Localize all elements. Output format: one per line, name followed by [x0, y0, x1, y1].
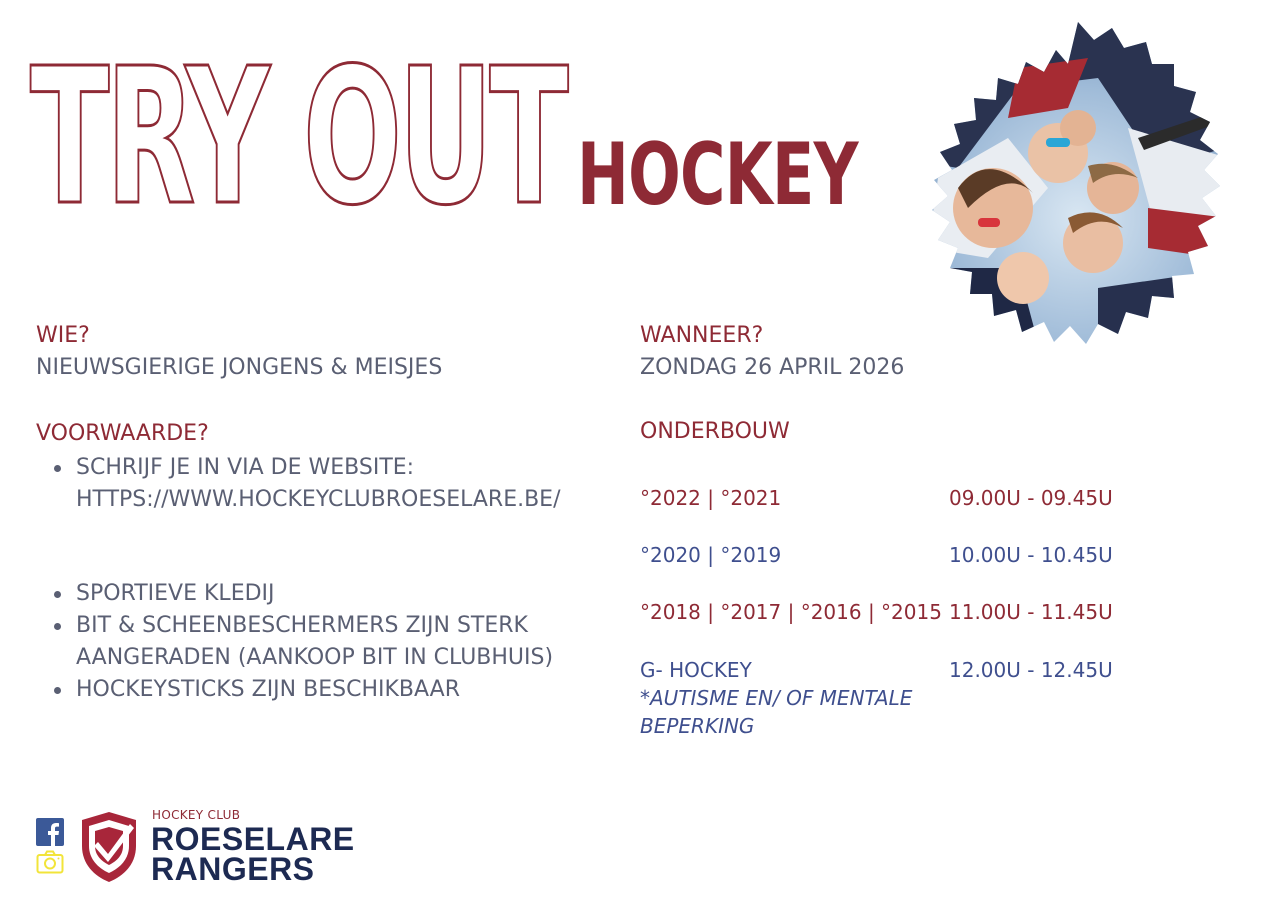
schedule-time: 10.00U - 10.45U — [949, 543, 1113, 567]
club-shield-logo — [78, 810, 140, 884]
schedule-time: 09.00U - 09.45U — [949, 486, 1113, 510]
list-item: HOCKEYSTICKS ZIJN BESCHIKBAAR — [36, 674, 636, 706]
title-try-out: TRY OUT — [30, 28, 566, 247]
schedule-years: °2018 | °2017 | °2016 | °2015 — [640, 600, 942, 624]
club-name-line1: ROESELARE — [151, 821, 355, 857]
voorwaarde-list-website — [36, 452, 596, 516]
club-small-label: HOCKEY CLUB — [152, 808, 241, 822]
title-hockey: HOCKEY — [577, 125, 858, 225]
wie-text: NIEUWSGIERIGE JONGENS & MEISJES — [36, 355, 443, 380]
website-link[interactable]: HTTPS://WWW.HOCKEYCLUBROESELARE.BE/ — [76, 487, 561, 512]
club-name-line2: RANGERS — [151, 851, 315, 887]
schedule-time: 12.00U - 12.45U — [949, 658, 1113, 682]
schedule-years: °2022 | °2021 — [640, 486, 782, 510]
list-item — [36, 610, 636, 674]
list-item-label: BIT & SCHEENBESCHERMERS ZIJN STERK — [76, 613, 528, 638]
wie-heading: WIE? — [36, 323, 90, 348]
onderbouw-heading: ONDERBOUW — [640, 419, 790, 444]
wanneer-heading: WANNEER? — [640, 323, 764, 348]
wanneer-date: ZONDAG 26 APRIL 2026 — [640, 355, 905, 380]
list-item-label: SCHRIJF JE IN VIA DE WEBSITE: — [76, 455, 415, 480]
list-item-label: AANGERADEN (AANKOOP BIT IN CLUBHUIS) — [76, 645, 554, 670]
g-hockey-note: *AUTISME EN/ OF MENTALE — [640, 686, 913, 710]
voorwaarde-list — [36, 578, 636, 706]
schedule-years: °2020 | °2019 — [640, 543, 782, 567]
schedule-years: G- HOCKEY — [640, 658, 752, 682]
g-hockey-note: BEPERKING — [640, 714, 755, 738]
kids-huddle-photo — [898, 18, 1258, 380]
list-item — [36, 452, 596, 516]
camera-icon[interactable] — [36, 850, 64, 874]
facebook-icon[interactable] — [36, 818, 64, 846]
voorwaarde-heading: VOORWAARDE? — [36, 421, 209, 446]
schedule-time: 11.00U - 11.45U — [949, 600, 1113, 624]
list-item: SPORTIEVE KLEDIJ — [36, 578, 636, 610]
